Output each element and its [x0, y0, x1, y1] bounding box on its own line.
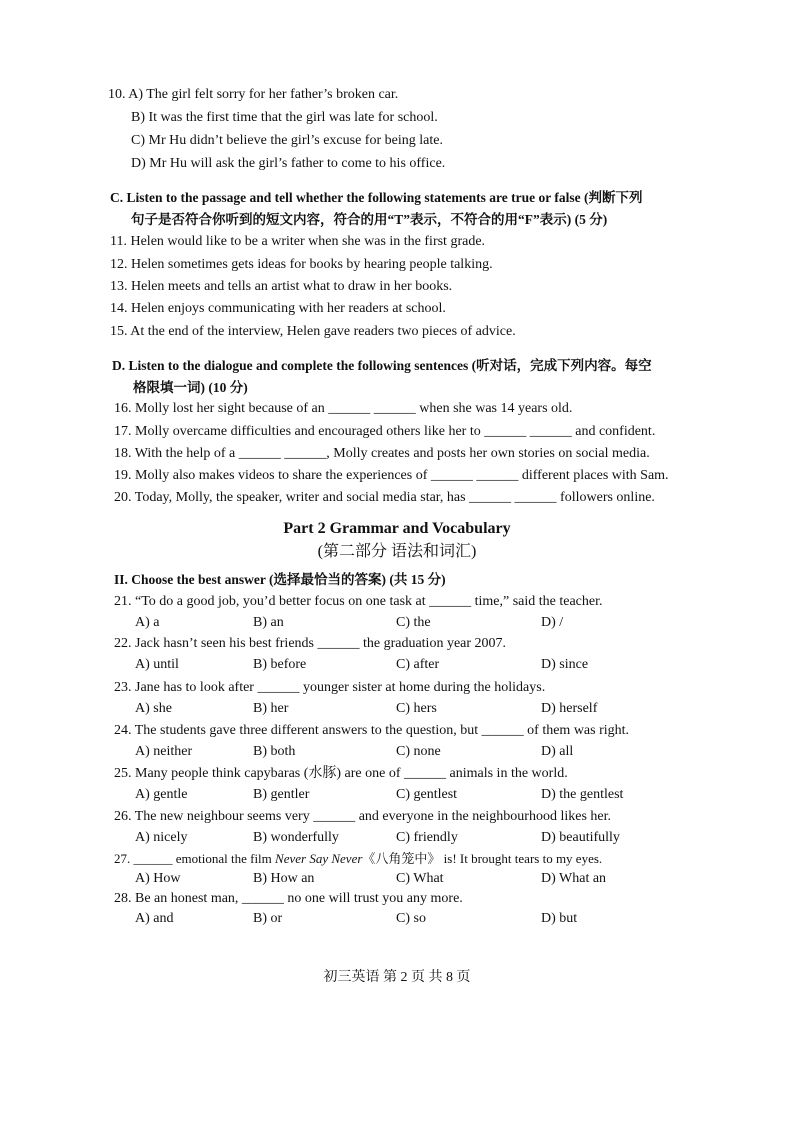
q28-option-d: D) but	[541, 911, 578, 926]
section-c-heading-line2: 句子是否符合你听到的短文内容，符合的用“T”表示，不符合的用“F”表示) (5 分)	[131, 212, 608, 227]
q22-option-b: B) before	[253, 657, 307, 672]
q28-option-b: B) or	[253, 911, 283, 926]
page-footer: 初三英语 第 2 页 共 8 页	[323, 970, 471, 985]
q27-option-b: B) How an	[253, 871, 315, 886]
q10-option-a: 10. A) The girl felt sorry for her father’s broken car.	[108, 87, 399, 102]
q10-option-c: C) Mr Hu didn’t believe the girl’s excuse for being late.	[131, 133, 443, 148]
statement-14: 14. Helen enjoys communicating with her readers at school.	[110, 301, 446, 316]
q10-option-b: B) It was the first time that the girl was late for school.	[131, 110, 438, 125]
q27-option-d: D) What an	[541, 871, 607, 886]
section-c-heading-line1: C. Listen to the passage and tell whether the following statements are true or false (判断下列	[110, 190, 643, 205]
question-25: 25. Many people think capybaras (水豚) are one of ______ animals in the world.	[114, 766, 568, 781]
part2-title: Part 2 Grammar and Vocabulary	[283, 520, 511, 537]
sentence-17: 17. Molly overcame difficulties and encouraged others like her to ______ ______ and confident.	[114, 424, 656, 439]
section-d-heading-line1: D. Listen to the dialogue and complete the following sentences (听对话，完成下列内容。每空	[112, 358, 652, 373]
q26-option-a: A) nicely	[135, 830, 188, 845]
q25-option-a: A) gentle	[135, 787, 188, 802]
q22-option-d: D) since	[541, 657, 589, 672]
q22-option-c: C) after	[396, 657, 440, 672]
question-26: 26. The new neighbour seems very ______ and everyone in the neighbourhood likes her.	[114, 809, 612, 824]
q24-option-c: C) none	[396, 744, 441, 759]
q24-option-d: D) all	[541, 744, 574, 759]
q27-option-a: A) How	[135, 871, 181, 886]
question-22: 22. Jack hasn’t seen his best friends ______ the graduation year 2007.	[114, 636, 507, 651]
q27-stem-start: 27. ______ emotional the film	[114, 851, 276, 866]
sentence-19: 19. Molly also makes videos to share the experiences of ______ ______ different places with Sam.	[114, 468, 669, 483]
part2-subtitle: (第二部分 语法和词汇)	[317, 543, 477, 560]
q24-option-b: B) both	[253, 744, 296, 759]
q24-option-a: A) neither	[135, 744, 193, 759]
q26-option-c: C) friendly	[396, 830, 458, 845]
statement-13: 13. Helen meets and tells an artist what to draw in her books.	[110, 279, 453, 294]
statement-15: 15. At the end of the interview, Helen gave readers two pieces of advice.	[110, 324, 516, 339]
question-27	[114, 850, 602, 868]
q21-option-d: D) /	[541, 615, 564, 630]
question-28: 28. Be an honest man, ______ no one will trust you any more.	[114, 891, 463, 906]
section-d-heading-line2: 格限填一词) (10 分)	[133, 380, 248, 395]
q21-option-a: A) a	[135, 615, 160, 630]
q23-option-d: D) herself	[541, 701, 598, 716]
q25-option-b: B) gentler	[253, 787, 310, 802]
q26-option-b: B) wonderfully	[253, 830, 339, 845]
q26-option-d: D) beautifully	[541, 830, 620, 845]
q21-option-b: B) an	[253, 615, 284, 630]
question-24: 24. The students gave three different answers to the question, but ______ of them was right.	[114, 723, 630, 738]
q27-option-c: C) What	[396, 871, 444, 886]
q10-option-d: D) Mr Hu will ask the girl’s father to come to his office.	[131, 156, 446, 171]
section-ii-heading: II. Choose the best answer (选择最恰当的答案) (共 15 分)	[114, 572, 446, 587]
q25-option-c: C) gentlest	[396, 787, 458, 802]
q27-stem-end: 《八角笼中》 is! It brought tears to my eyes.	[362, 851, 603, 866]
sentence-18: 18. With the help of a ______ ______, Molly creates and posts her own stories on social media.	[114, 446, 650, 461]
q27-film-title: Never Say Never	[275, 851, 363, 866]
q25-option-d: D) the gentlest	[541, 787, 624, 802]
q23-option-a: A) she	[135, 701, 172, 716]
q28-option-c: C) so	[396, 911, 426, 926]
statement-11: 11. Helen would like to be a writer when she was in the first grade.	[110, 234, 486, 249]
question-21: 21. “To do a good job, you’d better focus on one task at ______ time,” said the teacher.	[114, 594, 603, 609]
sentence-20: 20. Today, Molly, the speaker, writer and social media star, has ______ ______ followers online.	[114, 490, 655, 505]
q22-option-a: A) until	[135, 657, 179, 672]
question-23: 23. Jane has to look after ______ younger sister at home during the holidays.	[114, 680, 546, 695]
sentence-16: 16. Molly lost her sight because of an ______ ______ when she was 14 years old.	[114, 401, 573, 416]
statement-12: 12. Helen sometimes gets ideas for books by hearing people talking.	[110, 257, 493, 272]
q23-option-c: C) hers	[396, 701, 437, 716]
q28-option-a: A) and	[135, 911, 174, 926]
q21-option-c: C) the	[396, 615, 431, 630]
q23-option-b: B) her	[253, 701, 289, 716]
